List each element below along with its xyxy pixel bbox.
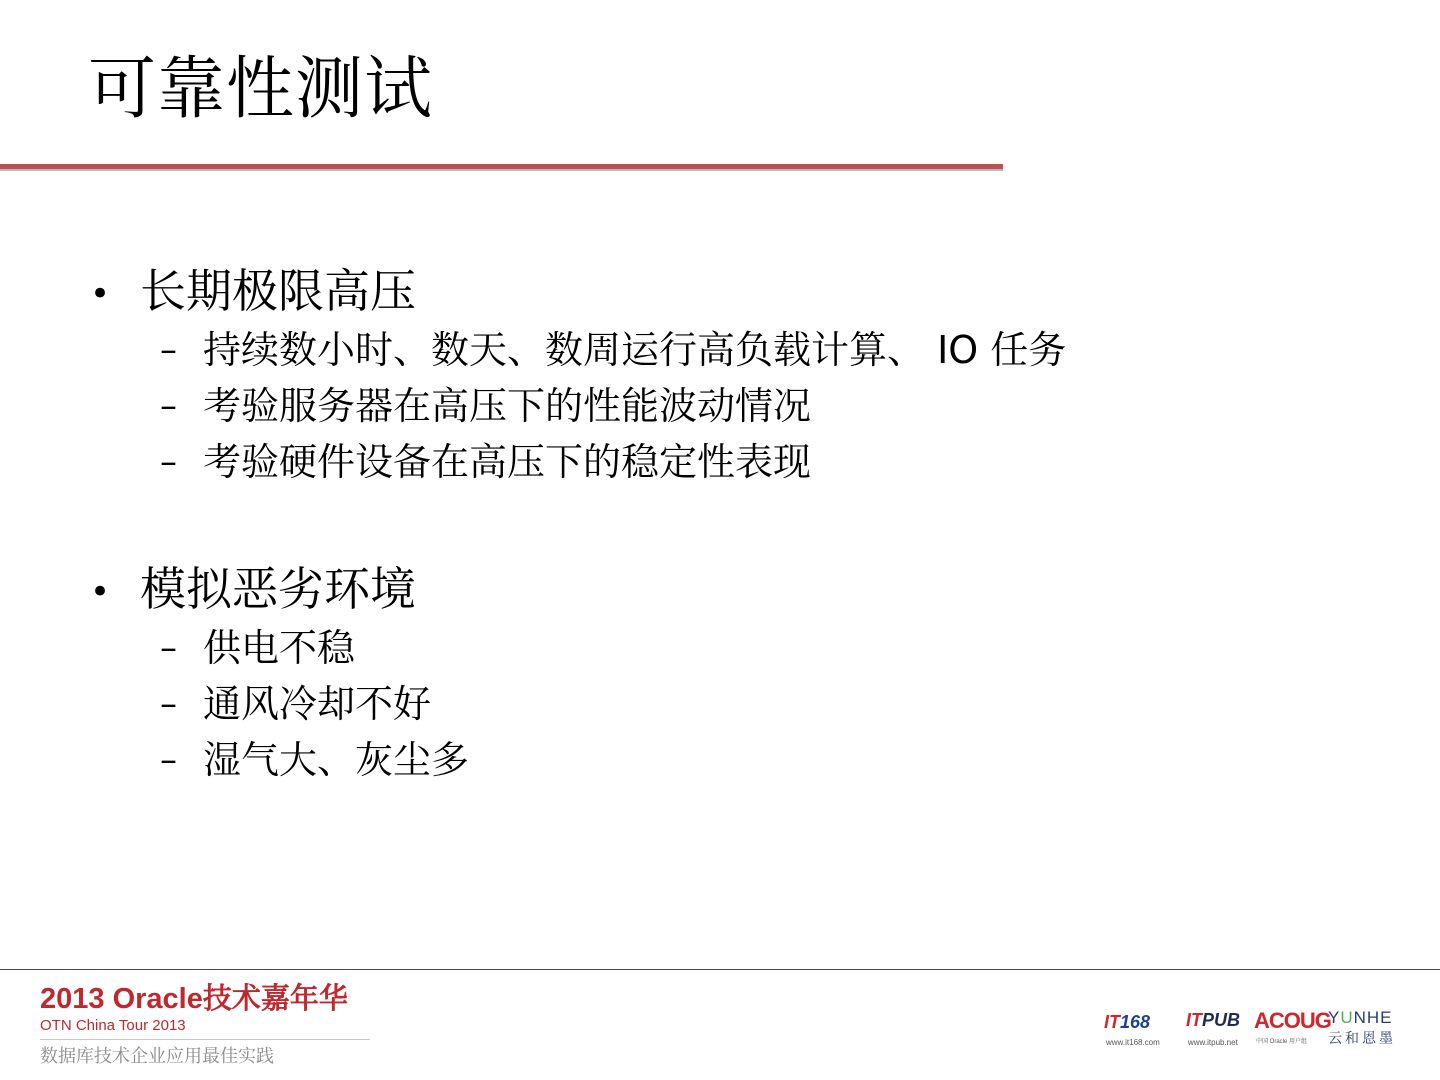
bullet-item (0, 262, 1440, 324)
brand-divider (40, 1039, 370, 1040)
sponsor-logos (1100, 1006, 1410, 1050)
sub-bullet-item (0, 324, 1440, 380)
sub-bullet-item (0, 678, 1440, 734)
event-tagline: 数据库技术企业应用最佳实践 (40, 1046, 274, 1066)
sub-bullet-text: 考验硬件设备在高压下的稳定性表现 (203, 440, 812, 484)
sub-bullet-text: 考验服务器在高压下的性能波动情况 (203, 384, 812, 428)
bullet-section (0, 262, 1440, 492)
sub-bullet-item (0, 436, 1440, 492)
yunhe-logo: YUNHE (1328, 1008, 1393, 1027)
dash-icon: – (160, 386, 177, 426)
acoug-caption: 中国 Oracle 用户组 (1256, 1039, 1308, 1045)
itpub-url: www.itpub.net (1188, 1038, 1238, 1047)
sub-bullet-item (0, 622, 1440, 678)
bullet-heading: 模拟恶劣环境 (140, 562, 416, 616)
sub-bullet-item (0, 734, 1440, 790)
sub-bullet-text: 持续数小时、数天、数周运行高负载计算、 IO 任务 (203, 328, 1067, 372)
dash-icon: – (160, 684, 177, 724)
itpub-logo: ITPUB (1186, 1010, 1241, 1030)
dash-icon: – (160, 330, 177, 370)
bullet-dot-icon: • (90, 274, 111, 314)
acoug-logo: ACOUG (1254, 1008, 1331, 1033)
title-underline-shadow (0, 169, 1003, 171)
event-subtitle: OTN China Tour 2013 (40, 1017, 186, 1034)
bullet-heading: 长期极限高压 (140, 264, 416, 318)
it168-url: www.it168.com (1106, 1038, 1160, 1047)
sub-bullet-item (0, 380, 1440, 436)
dash-icon: – (160, 442, 177, 482)
bullet-item (0, 560, 1440, 622)
bullet-section (0, 560, 1440, 790)
yunhe-caption: 云和恩墨 (1328, 1030, 1396, 1046)
sub-bullet-text: 供电不稳 (203, 626, 356, 670)
event-title: 2013 Oracle技术嘉年华 (40, 983, 348, 1015)
event-branding (40, 982, 380, 1068)
sub-bullet-text: 湿气大、灰尘多 (203, 738, 470, 782)
bullet-dot-icon: • (90, 572, 111, 612)
footer-divider (0, 969, 1440, 970)
slide-title: 可靠性测试 (88, 50, 434, 129)
it168-logo: IT168 (1104, 1012, 1151, 1032)
sub-bullet-text: 通风冷却不好 (203, 682, 432, 726)
dash-icon: – (160, 628, 177, 668)
dash-icon: – (160, 740, 177, 780)
